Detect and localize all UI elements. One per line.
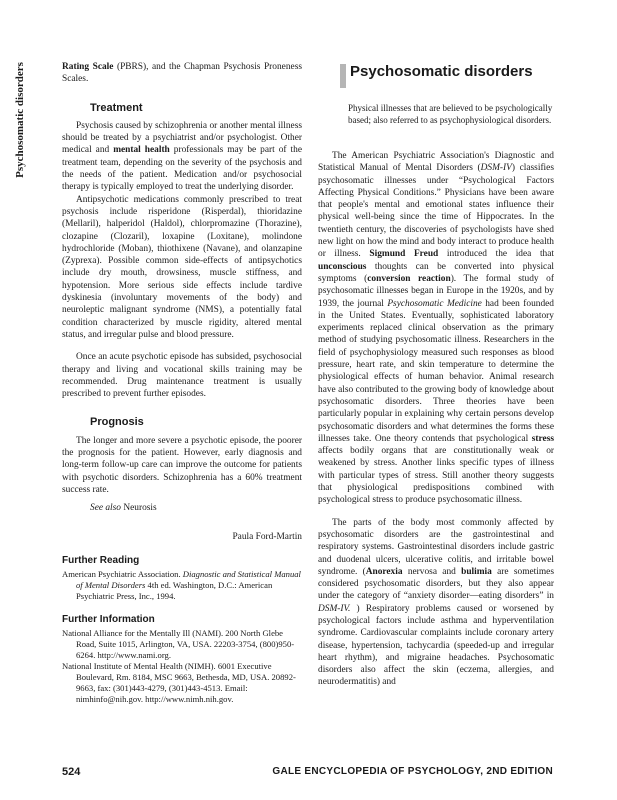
- see-also-link[interactable]: Neurosis: [120, 503, 157, 514]
- entry-paragraph-2: The parts of the body most commonly affected by psychosomatic disorders are the gastrointestinal and respiratory systems. Gastrointestinal disorders include gastric and duodenal ulcers, ulcerative colitis, and irritable bowel syndrome. (Anorexia nervosa and bulimia are sometimes considered psychosomatic disorders, but they also appear under the category of “anxiety disorder—eating disorders” in DSM-IV. ) Respiratory problems caused or worsened by psychological factors include asthma and hyperventilation syndrome. Cardiovascular complaints include coronary artery disease, hypertension, tachycardia (speeded-up and irregular heart rhythm), and migraine headaches. Psychosomatic disorders also affect the skin (eczema, allergies, and neurodermatitis) and: [318, 517, 554, 688]
- see-also-label: See also: [90, 503, 121, 514]
- continued-paragraph: Rating Scale (PBRS), and the Chapman Psychosis Proneness Scales.: [62, 62, 302, 85]
- term-sigmund-freud: Sigmund Freud: [369, 249, 439, 260]
- further-information-heading: Further Information: [62, 614, 155, 626]
- term-conversion-reaction: conversion reaction: [367, 273, 451, 284]
- term-mental-health: mental health: [113, 145, 170, 156]
- entry-paragraph-1: The American Psychiatric Association's Diagnostic and Statistical Manual of Mental Disorders (DSM-IV) classifies psychosomatic illnesses under “Psychological Factors Affecting Physical Conditions.” Physicians have been aware that people's mental and emotional states influence their physical well-being since the time of Hippocrates. In the twentieth century, the discoveries of psychologists have shed new light on how the mind and body interact to produce health or illness. Sigmund Freud introduced the idea that unconscious thoughts can be converted into physical symptoms (conversion reaction). The formal study of psychosomatic illnesses began in Europe in the 1920s, and by 1939, the journal Psychosomatic Medicine had been founded in the United States. Eventually, sophisticated laboratory experiments replaced clinical observation as the primary method of studying psychosomatic illness. Researchers in the field of psychophysiology measured such responses as blood pressure, heart rate, and skin temperature to determine the physiological effects of human behavior. Animal research have also contributed to the growing body of knowledge about psychosomatic disorders. Three theories have been particularly popular in explaining why certain persons develop psychosomatic disorders and what determines the forms these illnesses take. One theory contends that psychological stress affects bodily organs that are constitutionally weak or weakened by stress. Another links specific types of illness with particular types of stress. Still another theory suggests that physiological predispositions combined with psychological stress to produce psychosomatic illness.: [318, 151, 555, 506]
- term-unconscious: unconscious: [318, 261, 367, 272]
- reading-reference-1: American Psychiatric Association. Diagnostic and Statistical Manual of Mental Disorders 4th ed. Washington, D.C.: American Psychiatric Press, Inc., 1994.: [62, 569, 301, 602]
- entry-title: Psychosomatic disorders: [350, 63, 533, 80]
- term-bulimia: bulimia: [461, 566, 492, 577]
- page-number: 524: [62, 766, 81, 778]
- left-column: [62, 61, 302, 705]
- term-stress: stress: [531, 433, 554, 444]
- treatment-heading: Treatment: [90, 101, 143, 114]
- see-also-line: [62, 502, 302, 514]
- right-column: [318, 61, 554, 689]
- treatment-paragraph-1: Psychosis caused by schizophrenia or another mental illness should be treated by a psychiatrist and/or psychologist. Other medical and mental health professionals may be part of the treatment team, depending on the severity of the psychosis and the needs of the patient. Medication and/or psychosocial therapy is typically employed to treat the underlying disorder.: [62, 120, 302, 193]
- side-section-label: [10, 60, 30, 180]
- term-anorexia: Anorexia: [365, 566, 403, 577]
- further-reading-heading: Further Reading: [62, 554, 140, 566]
- entry-definition: Physical illnesses that are believed to be psychologically based; also referred to as psychophysiological disorders.: [348, 103, 553, 125]
- prognosis-paragraph: The longer and more severe a psychotic episode, the poorer the prognosis for the patient. However, early diagnosis and long-term follow-up care can improve the outcome for patients with psychotic disorders. Schizophrenia has a 60% treatment success rate.: [62, 435, 302, 495]
- entry-marker-bar: [340, 64, 346, 88]
- author-signature: Paula Ford-Martin: [232, 531, 302, 542]
- treatment-paragraph-2: Antipsychotic medications commonly prescribed to treat psychosis include risperidone (Risperdal), thioridazine (Mellaril), halperidol (Haldol), chlorpromazine (Thorazine), clozapine (Clozaril), loxapine (Loxitane), molindone hydrochloride (Moban), thiothixene (Navane), and olanzapine (Zyprexa). Possible common side-effects of antipsychotics include dry mouth, drowsiness, muscle stiffness, and hypotension. More serious side effects include tardive dyskinesia (involuntary movements of the body) and neuroleptic malignant syndrome (NMS), a potentially fatal condition characterized by muscle rigidity, altered mental status, and irregular pulse and blood pressure.: [62, 194, 302, 340]
- info-reference-nami: National Alliance for the Mentally Ill (NAMI). 200 North Glebe Road, Suite 1015, Arlington, VA, USA. 22203-3754, (800)950-6264. http://www.nami.org.: [62, 628, 295, 661]
- book-title-footer: GALE ENCYCLOPEDIA OF PSYCHOLOGY, 2ND EDITION: [272, 766, 553, 777]
- prognosis-heading: Prognosis: [90, 416, 144, 429]
- term-rating-scale: Rating Scale: [62, 62, 114, 72]
- info-reference-nimh: National Institute of Mental Health (NIMH). 6001 Executive Boulevard, Rm. 8184, MSC 9663, Bethesda, MD, USA. 20892-9663, fax: (301)443-4279, (301)443-4513. Email: nimhinfo@nih.gov. http://www.nimh.nih.gov.: [62, 661, 296, 705]
- treatment-paragraph-3: Once an acute psychotic episode has subsided, psychosocial therapy and living and vocational skills training may be recommended. Drug maintenance treatment is usually prescribed to prevent further episodes.: [62, 352, 302, 400]
- entry-header: [318, 61, 554, 103]
- side-section-label-text: Psychosomatic disorders: [14, 62, 26, 178]
